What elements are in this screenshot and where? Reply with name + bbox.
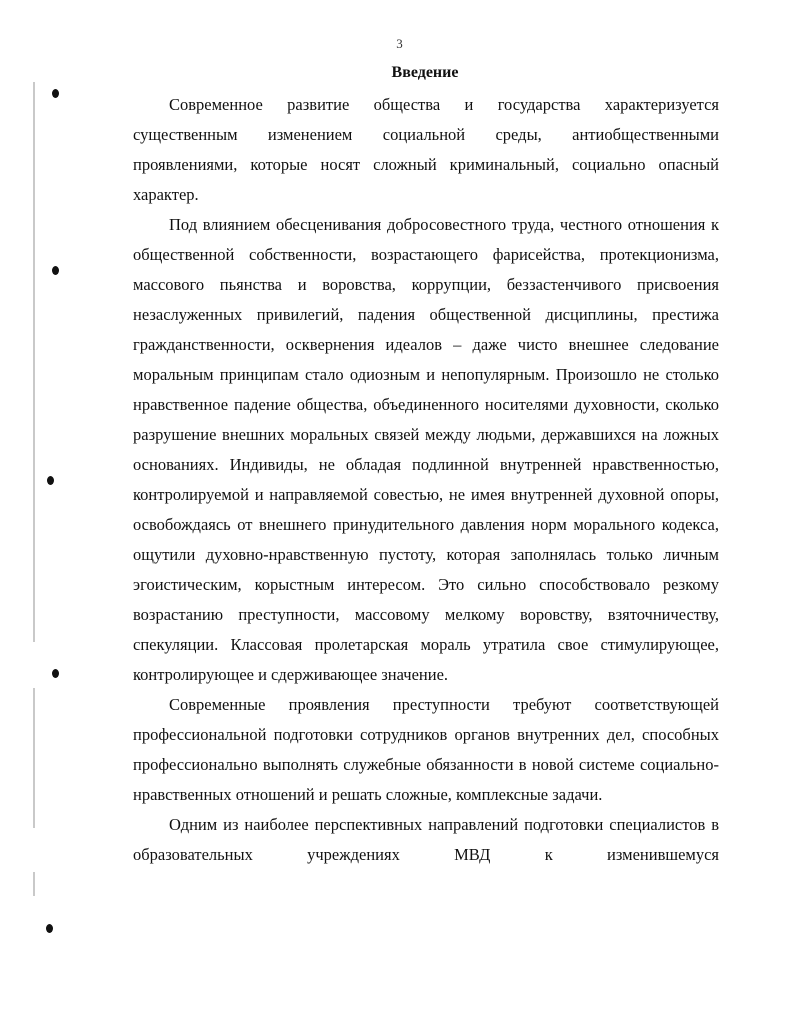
binding-hole-mark	[52, 266, 59, 275]
page-number: 3	[396, 36, 403, 51]
scan-margin-line	[33, 872, 35, 896]
paragraph-3: Современные проявления преступности требуют соответствующей профессиональной подготовки сотрудников органов внутренних дел, способных профессионально выполнять служебные обязанности в новой системе социально-нравственных отношений и решать сложные, комплексные задачи.	[133, 695, 719, 804]
paragraph-1: Современное развитие общества и государства характеризуется существенным изменением социальной среды, антиобщественными проявлениями, которые носят сложный криминальный, социально опасный характер.	[133, 95, 719, 204]
body-text	[133, 90, 719, 870]
binding-hole-mark	[47, 476, 54, 485]
section-heading: Введение	[391, 64, 459, 81]
binding-hole-mark	[46, 924, 53, 933]
binding-hole-mark	[52, 89, 59, 98]
scan-margin-line	[33, 688, 35, 828]
scan-margin-line	[33, 82, 35, 642]
paragraph-2: Под влиянием обесценивания добросовестного труда, честного отношения к общественной собственности, возрастающего фарисейства, протекционизма, массового пьянства и воровства, коррупции, беззастенчивого присвоения незаслуженных привилегий, падения общественной дисциплины, престижа гражданственности, осквернения идеалов – даже чисто внешнее следование моральным принципам стало одиозным и непопулярным. Произошло не столько нравственное падение общества, объединенного носителями духовности, сколько разрушение внешних моральных связей между людьми, державшихся на ложных основаниях. Индивиды, не обладая подлинной внутренней нравственностью, контролируемой и направляемой совестью, не имея внутренней духовной опоры, освобождаясь от внешнего принудительного давления норм морального кодекса, ощутили духовно-нравственную пустоту, которая заполнялась только личным эгоистическим, корыстным интересом. Это сильно способствовало резкому возрастанию преступности, массовому мелкому воровству, взяточничеству, спекуляции. Классовая пролетарская мораль утратила свое стимулирующее, контролирующее и сдерживающее значение.	[133, 215, 719, 684]
paragraph-4: Одним из наиболее перспективных направлений подготовки специалистов в образовательных учреждениях МВД к изменившемуся	[133, 815, 719, 864]
binding-hole-mark	[52, 669, 59, 678]
